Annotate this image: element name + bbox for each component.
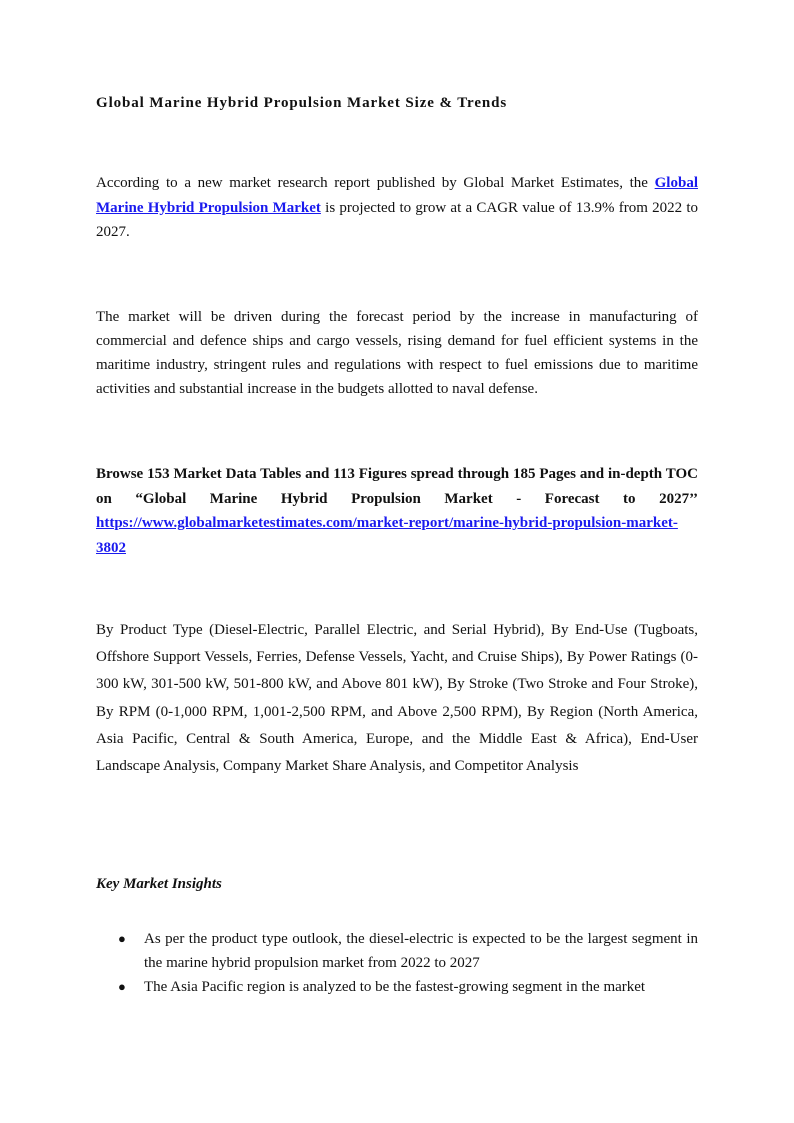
bullet-icon: ● <box>118 931 126 946</box>
intro-text-after: is projected to grow at a CAGR value of 13.9% from 2022 to 2027. <box>96 199 698 240</box>
list-item-text: As per the product type outlook, the diesel-electric is expected to be the largest segment in the marine hybrid propulsion market from 2022 to 2027 <box>144 931 698 971</box>
segmentation-paragraph: By Product Type (Diesel-Electric, Parallel Electric, and Serial Hybrid), By End-Use (Tugboats, Offshore Support Vessels, Ferries, Defense Vessels, Yacht, and Cruise Ships), By Power Ratings (0-300 kW, 301-500 kW, 501-800 kW, and Above 801 kW), By Stroke (Two Stroke and Four Stroke), By RPM (0-1,000 RPM, 1,001-2,500 RPM, and Above 2,500 RPM), By Region (North America, Asia Pacific, Central & South America, Europe, and the Middle East & Africa), End-User Landscape Analysis, Company Market Share Analysis, and Competitor Analysis <box>96 622 698 775</box>
list-item-text: The Asia Pacific region is analyzed to be the fastest-growing segment in the market <box>144 979 646 995</box>
list-item <box>96 975 698 999</box>
page-title: Global Marine Hybrid Propulsion Market Size & Trends <box>96 95 508 111</box>
drivers-paragraph: The market will be driven during the forecast period by the increase in manufacturing of commercial and defence ships and cargo vessels, rising demand for fuel efficient systems in the maritime industry, stringent rules and regulations with respect to fuel emissions due to maritime activities and substantial increase in the budgets allotted to naval defense. <box>96 309 698 397</box>
intro-text-before: According to a new market research report published by Global Market Estimates, the <box>96 175 655 191</box>
browse-paragraph <box>96 462 698 560</box>
list-item <box>96 927 698 975</box>
bullet-icon: ● <box>118 979 126 994</box>
browse-text: Browse 153 Market Data Tables and 113 Figures spread through 185 Pages and in-depth TOC on “Global Marine Hybrid Propulsion Market - Forecast to 2027’’ <box>96 466 698 507</box>
key-insights-heading: Key Market Insights <box>96 876 222 892</box>
market-report-link[interactable]: Global Marine Hybrid Propulsion Market <box>96 175 698 216</box>
intro-paragraph <box>96 171 698 245</box>
report-url-link[interactable]: https://www.globalmarketestimates.com/market-report/marine-hybrid-propulsion-market-3802 <box>96 515 678 556</box>
insights-list <box>96 927 698 999</box>
